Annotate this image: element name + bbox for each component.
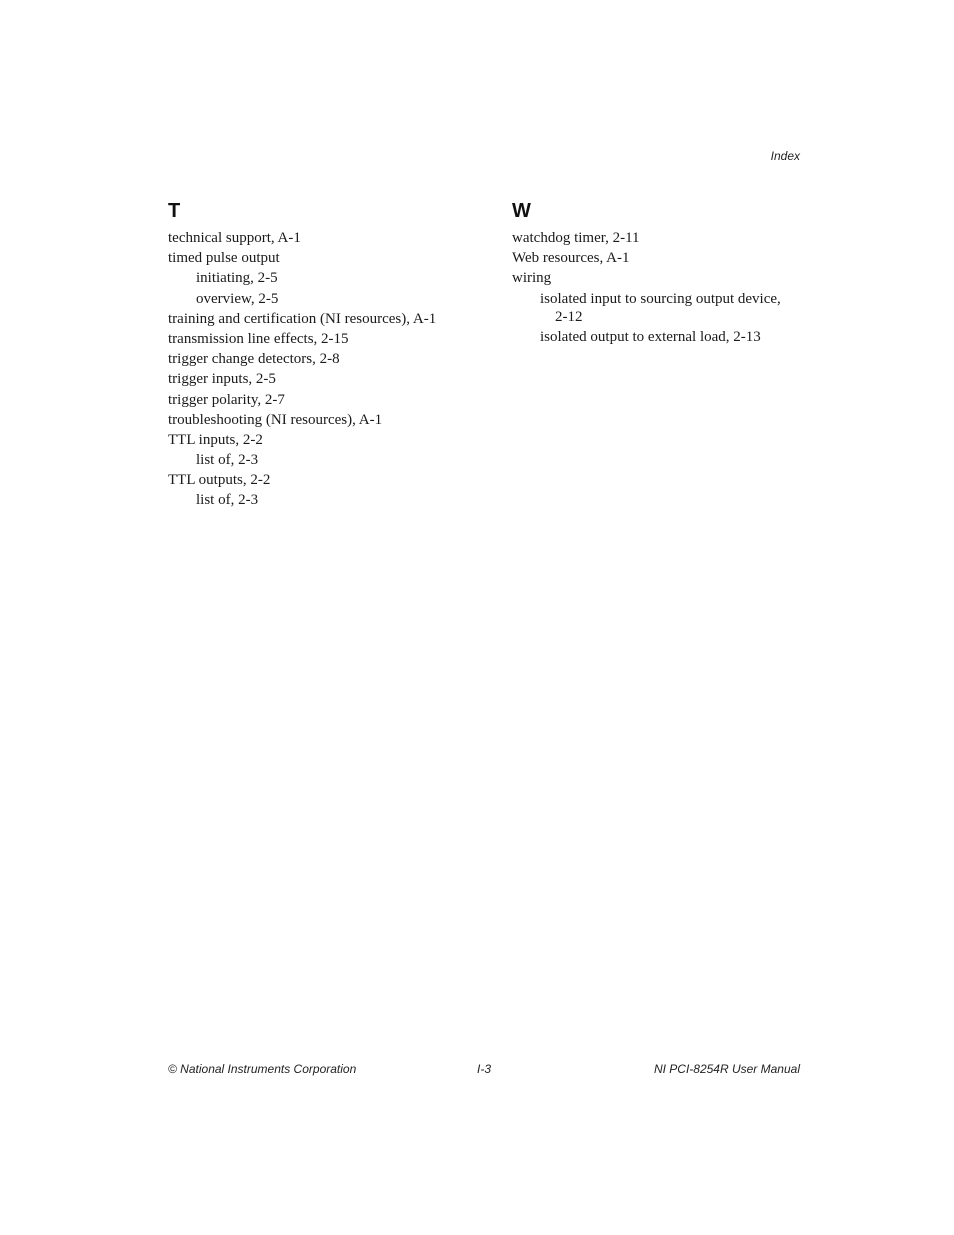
footer-copyright: © National Instruments Corporation <box>168 1062 357 1076</box>
index-entry: wiring <box>512 270 552 287</box>
index-entry: TTL inputs, 2-2 <box>168 431 263 448</box>
index-entry-list-t <box>168 229 488 509</box>
index-subentry: overview, 2-5 <box>196 290 279 307</box>
index-subentry: list of, 2-3 <box>196 452 259 469</box>
index-subentry: list of, 2-3 <box>196 492 259 509</box>
index-entry: watchdog timer, 2-11 <box>512 230 640 246</box>
index-entry: trigger inputs, 2-5 <box>168 371 276 388</box>
index-entry: timed pulse output <box>168 250 280 267</box>
index-entry: Web resources, A-1 <box>512 250 630 267</box>
index-entry: trigger change detectors, 2-8 <box>168 351 340 368</box>
footer-page-number: I-3 <box>477 1062 492 1076</box>
index-section-t <box>168 198 488 512</box>
index-subentry <box>512 290 802 326</box>
index-entry: trigger polarity, 2-7 <box>168 391 285 408</box>
index-entry: training and certification (NI resources), A-1 <box>168 310 437 327</box>
index-entry: troubleshooting (NI resources), A-1 <box>168 411 383 428</box>
index-entry-list-w <box>512 229 802 346</box>
index-subentry: isolated output to external load, 2-13 <box>540 328 761 345</box>
running-header: Index <box>770 149 800 163</box>
index-entry: transmission line effects, 2-15 <box>168 330 349 347</box>
footer-manual-title: NI PCI-8254R User Manual <box>653 1062 800 1076</box>
section-letter-t: T <box>168 200 181 222</box>
index-subentry-continuation: 2-12 <box>555 308 583 325</box>
index-subentry: initiating, 2-5 <box>196 270 278 287</box>
index-entry: TTL outputs, 2-2 <box>168 472 271 489</box>
index-subentry-text: isolated input to sourcing output device, <box>540 290 781 307</box>
index-section-w <box>512 198 802 348</box>
section-letter-w: W <box>512 200 531 222</box>
index-entry: technical support, A-1 <box>168 230 301 246</box>
